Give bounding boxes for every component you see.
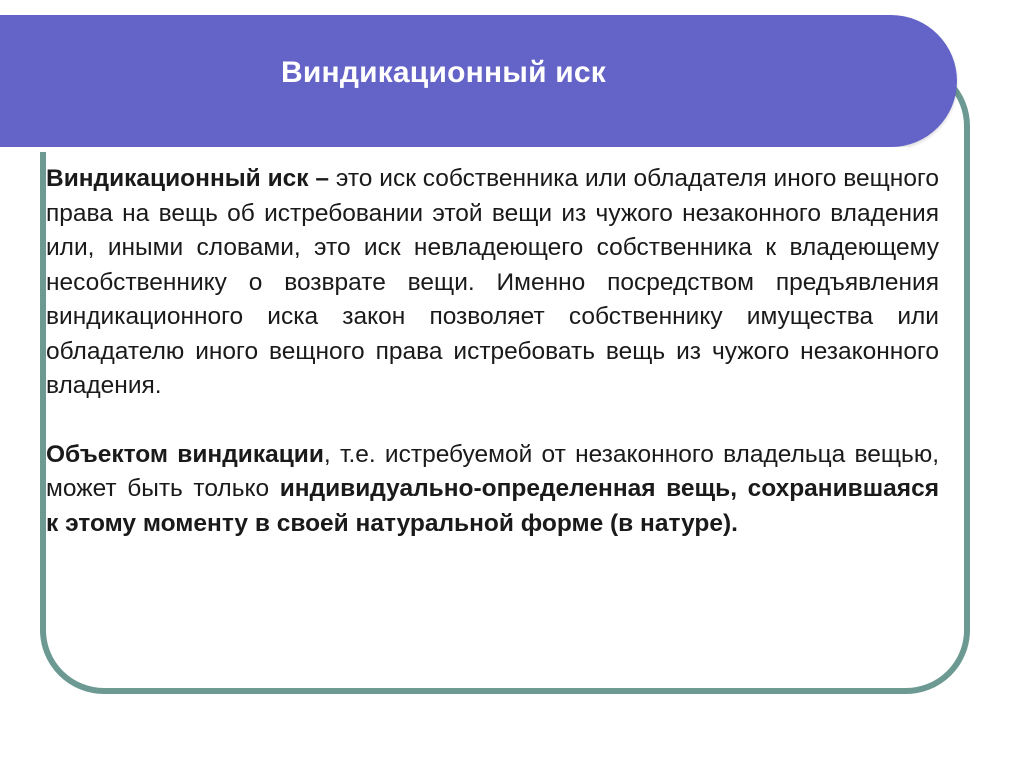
object-paragraph (46, 438, 939, 542)
definition-text: это иск собственника или обладателя иного вещного права на вещь об истребовании этой вещи из чужого незаконного владения или, иными словами, это иск невладеющего собственника к владеющему несобственнику о возврате вещи. Именно посредством предъявления виндикационного иска закон позволяет собственнику имущества или обладателю иного вещного права истребовать вещь из чужого незаконного владения. (46, 165, 939, 399)
object-text: , т.е. истребуемой от незаконного владельца вещью, может быть только (46, 440, 939, 502)
slide-content (46, 162, 939, 541)
title-underline (0, 147, 908, 152)
definition-term: Виндикационный иск – (46, 165, 330, 192)
object-emphasis: индивидуально-определенная вещь, сохранившаяся к этому моменту в своей натуральной форме (в натуре). (46, 475, 939, 537)
object-term: Объектом виндикации (46, 440, 324, 468)
definition-paragraph (46, 162, 939, 404)
slide-title: Виндикационный иск (281, 56, 607, 89)
